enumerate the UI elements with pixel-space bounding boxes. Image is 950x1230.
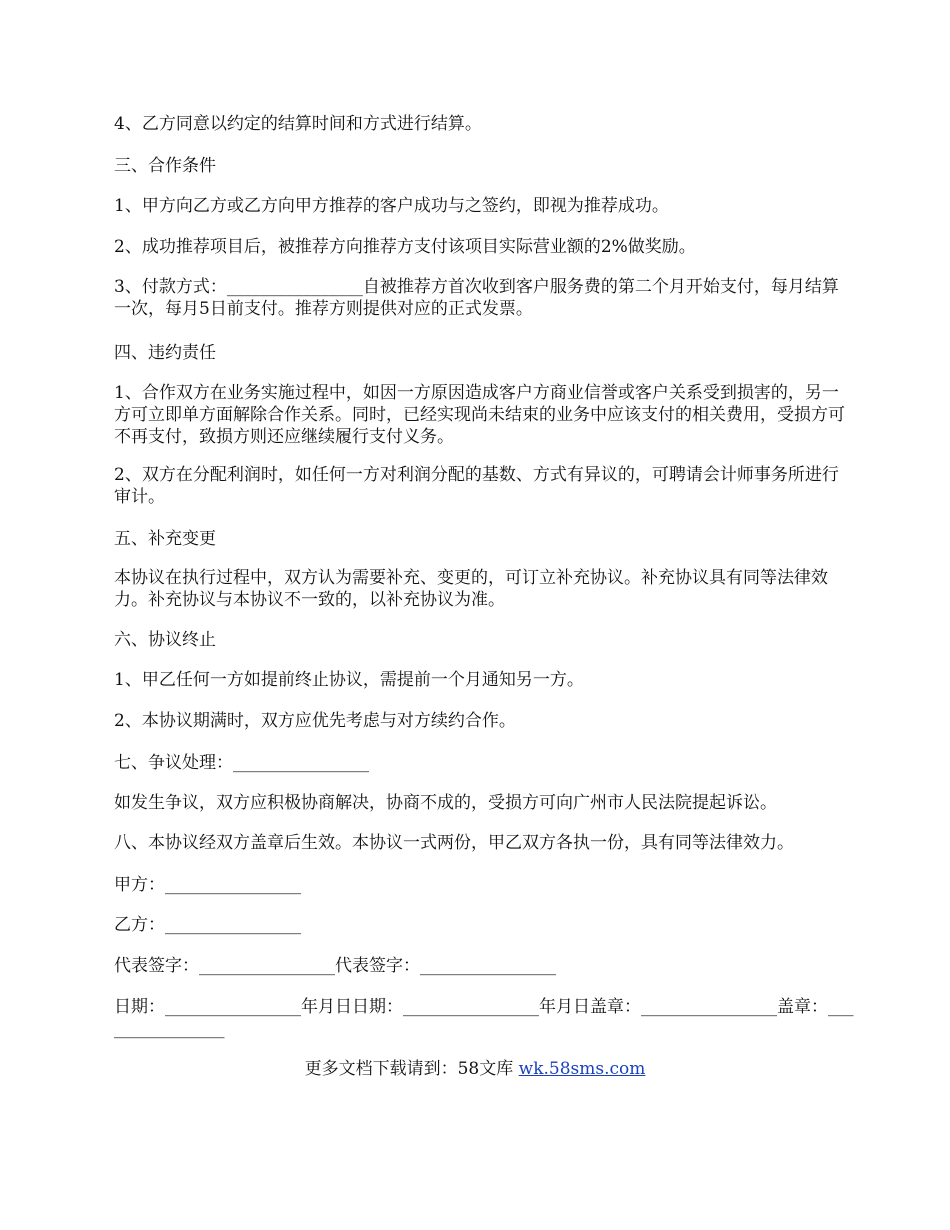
clause-3-1: 1、甲方向乙方或乙方向甲方推荐的客户成功与之签约，即视为推荐成功。 (114, 196, 669, 216)
clause-6-1: 1、甲乙任何一方如提前终止协议，需提前一个月通知另一方。 (114, 670, 584, 690)
footer-prefix: 更多文档下载请到：58文库 (304, 1059, 514, 1079)
clause-4-settlement: 4、乙方同意以约定的结算时间和方式进行结算。 (114, 114, 482, 134)
clause-5-body: 本协议在执行过程中，双方认为需要补充、变更的，可订立补充协议。补充协议具有同等法律效力。补充协议与本协议不一致的，以补充协议为准。 (114, 568, 828, 610)
clause-4-2: 2、双方在分配利润时，如任何一方对利润分配的基数、方式有异议的，可聘请会计师事务所进行审计。 (114, 465, 839, 507)
section-6-heading: 六、协议终止 (114, 630, 216, 650)
clause-4-1: 1、合作双方在业务实施过程中，如因一方原因造成客户方商业信誉或客户关系受到损害的，另一方可立即单方面解除合作关系。同时，已经实现尚未结束的业务中应该支付的相关费用，受损方可不再支付，致损方则还应继续履行支付义务。 (114, 383, 845, 447)
date-seal-line: 日期：________________年月日日期：________________年月日盖章：________________盖章：________________ (114, 997, 854, 1039)
section-7-heading: 七、争议处理：________________ (114, 753, 369, 773)
clause-7-body: 如发生争议，双方应积极协商解决，协商不成的，受损方可向广州市人民法院提起诉讼。 (114, 793, 777, 813)
footer (0, 1058, 950, 1080)
section-8-heading: 八、本协议经双方盖章后生效。本协议一式两份，甲乙双方各执一份，具有同等法律效力。 (114, 833, 794, 853)
section-5-heading: 五、补充变更 (114, 529, 216, 549)
clause-3-3: 3、付款方式：________________自被推荐方首次收到客户服务费的第二个月开始支付，每月结算一次，每月5日前支付。推荐方则提供对应的正式发票。 (114, 277, 839, 319)
representative-signature-line: 代表签字：________________代表签字：________________ (114, 956, 556, 976)
section-4-heading: 四、违约责任 (114, 343, 216, 363)
section-3-heading: 三、合作条件 (114, 156, 216, 176)
party-a-line: 甲方：________________ (114, 875, 301, 895)
footer-link[interactable]: wk.58sms.com (518, 1059, 646, 1079)
clause-6-2: 2、本协议期满时，双方应优先考虑与对方续约合作。 (114, 711, 516, 731)
clause-3-2: 2、成功推荐项目后，被推荐方向推荐方支付该项目实际营业额的2%做奖励。 (114, 237, 696, 257)
party-b-line: 乙方：________________ (114, 915, 301, 935)
